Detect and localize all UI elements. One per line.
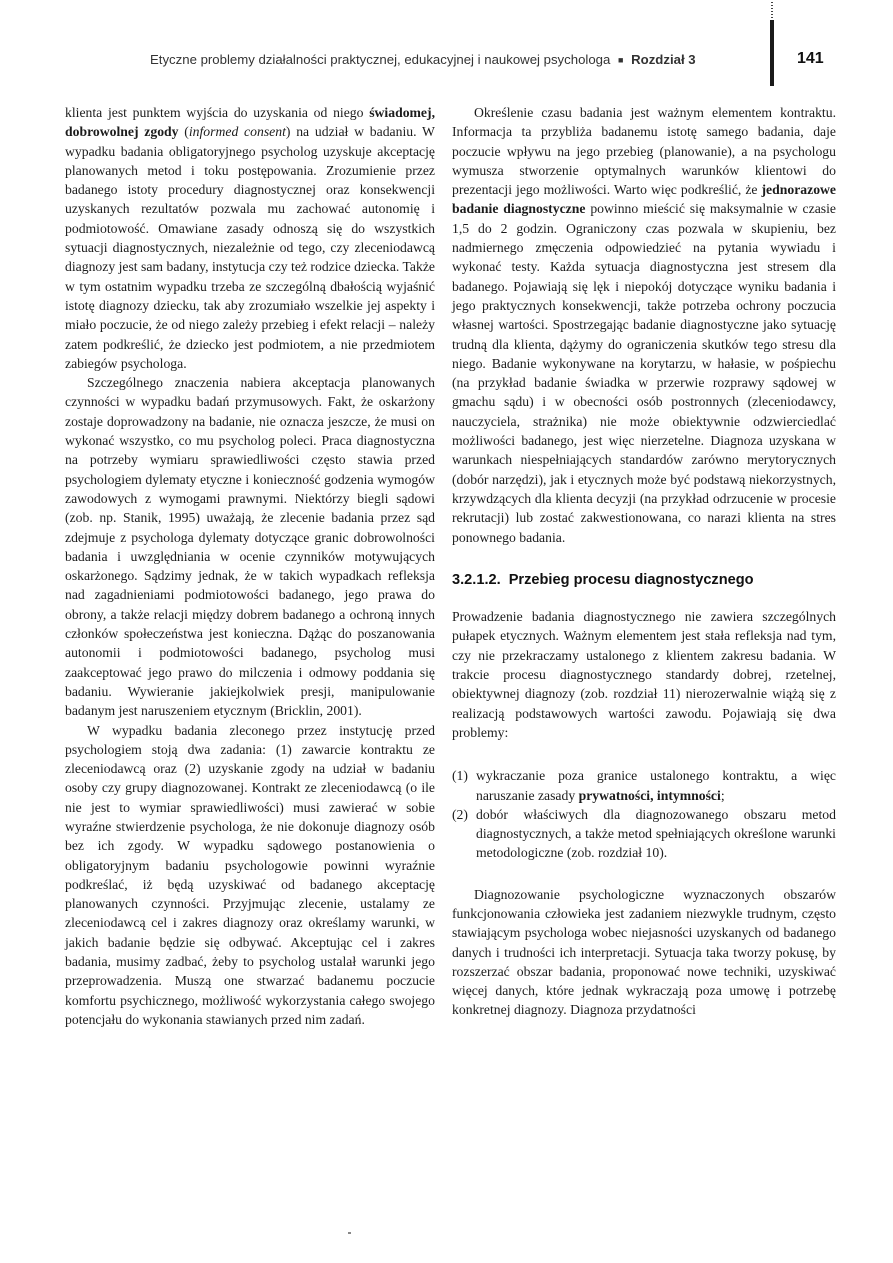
running-title: Etyczne problemy działalności praktycznej, edukacyjnej i naukowej psychologa [150, 52, 611, 67]
right-paragraph-2: Prowadzenie badania diagnostycznego nie zawiera szczególnych pułapek etycznych. Ważnym elementem jest stała refleksja nad tym, czy nie przekraczamy ustalonego z klientem zakresu badania. W trakcie procesu diagnostycznego standardy dobrej, rzetelnej, obiektywnej diagnozy (zob. rozdział 11) nierozerwalnie wiążą się z realizacją podstawowych wartości zawodu. Pojawiają się dwa problemy: [452, 609, 836, 740]
left-paragraph-2: Szczególnego znaczenia nabiera akceptacja planowanych czynności w wypadku badań przymusowych. Fakt, że oskarżony zostaje doprowadzony na badanie, nie oznacza jeszcze, że musi on wykonać wszystko, co mu psycholog poleci. Praca diagnostyczna na potrzeby wymiaru sprawiedliwości często stawia przed psychologiem dylematy etyczne i konieczność godzenia wymogów zawodowych z wymogami prawnymi. Niektórzy biegli sądowi (zob. np. Stanik, 1995) uważają, że zlecenie badania przez sąd zdejmuje z psychologa dylematy dotyczące granic dobrowolności badania i uwzględniania w ocenie czynników motywujących oskarżonego. Sądzimy jednak, że w takich wypadkach refleksja nad zagadnieniami podmiotowości badanego, jego prawa do obrony, a także relacji między dobrem badanego a ochroną innych członków społeczeństwa jest konieczna. Dążąc do poszanowania autonomii i podmiotowości badanego, psycholog musi zaakceptować jego prawo do milczenia i odmowy poddania się badaniu. Wywieranie jakiejkolwiek presji, manipulowanie badanym jest naruszeniem etycznym (Bricklin, 2001). [65, 375, 435, 719]
right-paragraph-1: Określenie czasu badania jest ważnym elementem kontraktu. Informacja ta przybliża badanemu istotę samego badania, daje poczucie wpływu na jego przebieg (planowanie), a na psychologu wymusza stworzenie optymalnych warunków klientowi do prezentacji jego możliwości. Warto więc podkreślić, że jednorazowe badanie diagnostyczne powinno mieścić się maksymalnie w czasie 1,5 do 2 godzin. Ograniczony czas pozwala w skupieniu, bez nadmiernego zmęczenia odpowiedzieć na pytania wywiadu i wykonać testy. Każda sytuacja diagnostyczna jest stresem dla badanego. Pojawiają się lęk i niepokój dotyczące wyniku badania i jego praktycznych konsekwencji, także potrzeba ochrony poczucia własnej wartości. Spostrzegając badanie diagnostyczne jako sytuację trudną dla klienta, dążymy do ograniczenia skutków tego stresu dla niego. Badanie wykonywane na korytarzu, w hałasie, w pośpiechu (na przykład badanie świadka w przerwie rozprawy sądowej w gmachu sądu) i w obecności osób postronnych (zleceniodawcy, nauczyciela, strażnika) nie może obiektywnie odzwierciedlać możliwości badanego, jest więc nierzetelne. Diagnoza uzyskana w warunkach niespełniających standardów zarówno merytorycznych (dobór narzędzi), jak i etycznych może być podstawą niekorzystnych, krzywdzących dla klienta decyzji (na przykład odrzucenie w procesie rekrutacji) lub zostać zakwestionowana, co narazi klienta na stres ponownego badania. [452, 105, 836, 545]
section-heading [452, 571, 836, 590]
list-item: (1) wykraczanie poza granice ustalonego kontraktu, a więc naruszanie zasady prywatności, intymności; [452, 768, 836, 803]
running-head [150, 52, 750, 67]
left-paragraph-1: klienta jest punktem wyjścia do uzyskania od niego świadomej, dobrowolnej zgody (informed consent) na udział w badaniu. W wypadku badania obligatoryjnego psycholog uzyskuje akceptację planowanych metod i toku postępowania. Zrozumienie przez badanego istoty procedury diagnostycznej oraz konsekwencji uzyskanych rezultatów pozwala mu zachować autonomię i podmiotowość. Omawiane zasady odnoszą się do wszystkich sytuacji diagnostycznych, niezależnie od tego, czy zleceniodawcą diagnozy jest sam badany, instytucja czy też rodzice dziecka. Także w tym ostatnim wypadku trzeba ze szczególną dbałością wyjaśnić istotę diagnozy dziecku, tak aby zrozumiało wszelkie jej aspekty i miało poczucie, że od niego zależy przebieg i efekt relacji – należy zatem podkreślić, że dziecko jest podmiotem, a nie przedmiotem zabiegów psychologa. [65, 105, 435, 371]
right-column [452, 103, 836, 1020]
informed-consent-english: informed consent [188, 124, 286, 140]
right-paragraph-3: Diagnozowanie psychologiczne wyznaczonych obszarów funkcjonowania człowieka jest zadaniem niezwykle trudnym, często stawiającym psychologa wobec niejasności uzyskanych od badanego danych i trudności ich interpretacji. Sytuacja taka tworzy pokusę, by rozszerzać obszar badania, proponować nowe techniki, uzyskiwać więcej danych, które jednak wykraczają poza umowę i potrzebę konkretnej diagnozy. Diagnoza przydatności [452, 886, 836, 1018]
thumb-tab-dots [771, 2, 773, 20]
header-vertical-rule [770, 20, 774, 86]
left-paragraph-3: W wypadku badania zleconego przez instytucję przed psychologiem stoją dwa zadania: (1) zawarcie kontraktu ze zleceniodawcą oraz (2) uzyskanie zgody na udział w badaniu osoby czy grupy diagnozowanej. Kontrakt ze zleceniodawcą (o ile nie jest to wymiar sprawiedliwości) musi zawierać w sobie wyraźne stwierdzenie psychologa, że nie dokonuje diagnozy osób bez ich zgody. W wypadku sądowego postanowienia o obligatoryjnym badaniu psychologowie powinni wyraźnie podkreślać, iż będą uzyskiwać od badanego akceptację planowanych czynności. Przyjmując zlecenie, ustalamy ze zleceniodawcą cel i zakres diagnozy oraz określamy warunki, w jakich badanie będzie się odbywać. Akceptując cel i zakres badania, musimy zadbać, żeby to psycholog ustalał warunki jego przeprowadzenia. Muszą one stwarzać badanemu poczucie komfortu psychicznego, możliwość wykorzystania całego swojego potencjału do wykonania stawianych przed nim zadań. [65, 722, 435, 1027]
left-column [65, 103, 435, 1029]
chapter-label: Rozdział 3 [631, 52, 696, 67]
informed-consent-term: świadomej, dobrowolnej zgody [65, 105, 435, 140]
privacy-intimacy-term: prywatności, intymności [578, 787, 721, 803]
problems-list [452, 766, 836, 862]
list-marker: (2) [452, 806, 468, 822]
single-session-term: jednorazowe badanie diagnostyczne [452, 182, 836, 217]
page-number: 141 [797, 50, 824, 67]
separator-square-icon: ■ [618, 55, 624, 65]
list-item: (2) dobór właściwych dla diagnozowanego obszaru metod diagnostycznych, a także metod spełniających określone warunki metodologiczne (zob. rozdział 10). [452, 806, 836, 861]
section-title: Przebieg procesu diagnostycznego [508, 571, 754, 588]
scan-speck [348, 1232, 351, 1234]
section-number: 3.2.1.2. [452, 571, 501, 588]
list-marker: (1) [452, 768, 468, 784]
